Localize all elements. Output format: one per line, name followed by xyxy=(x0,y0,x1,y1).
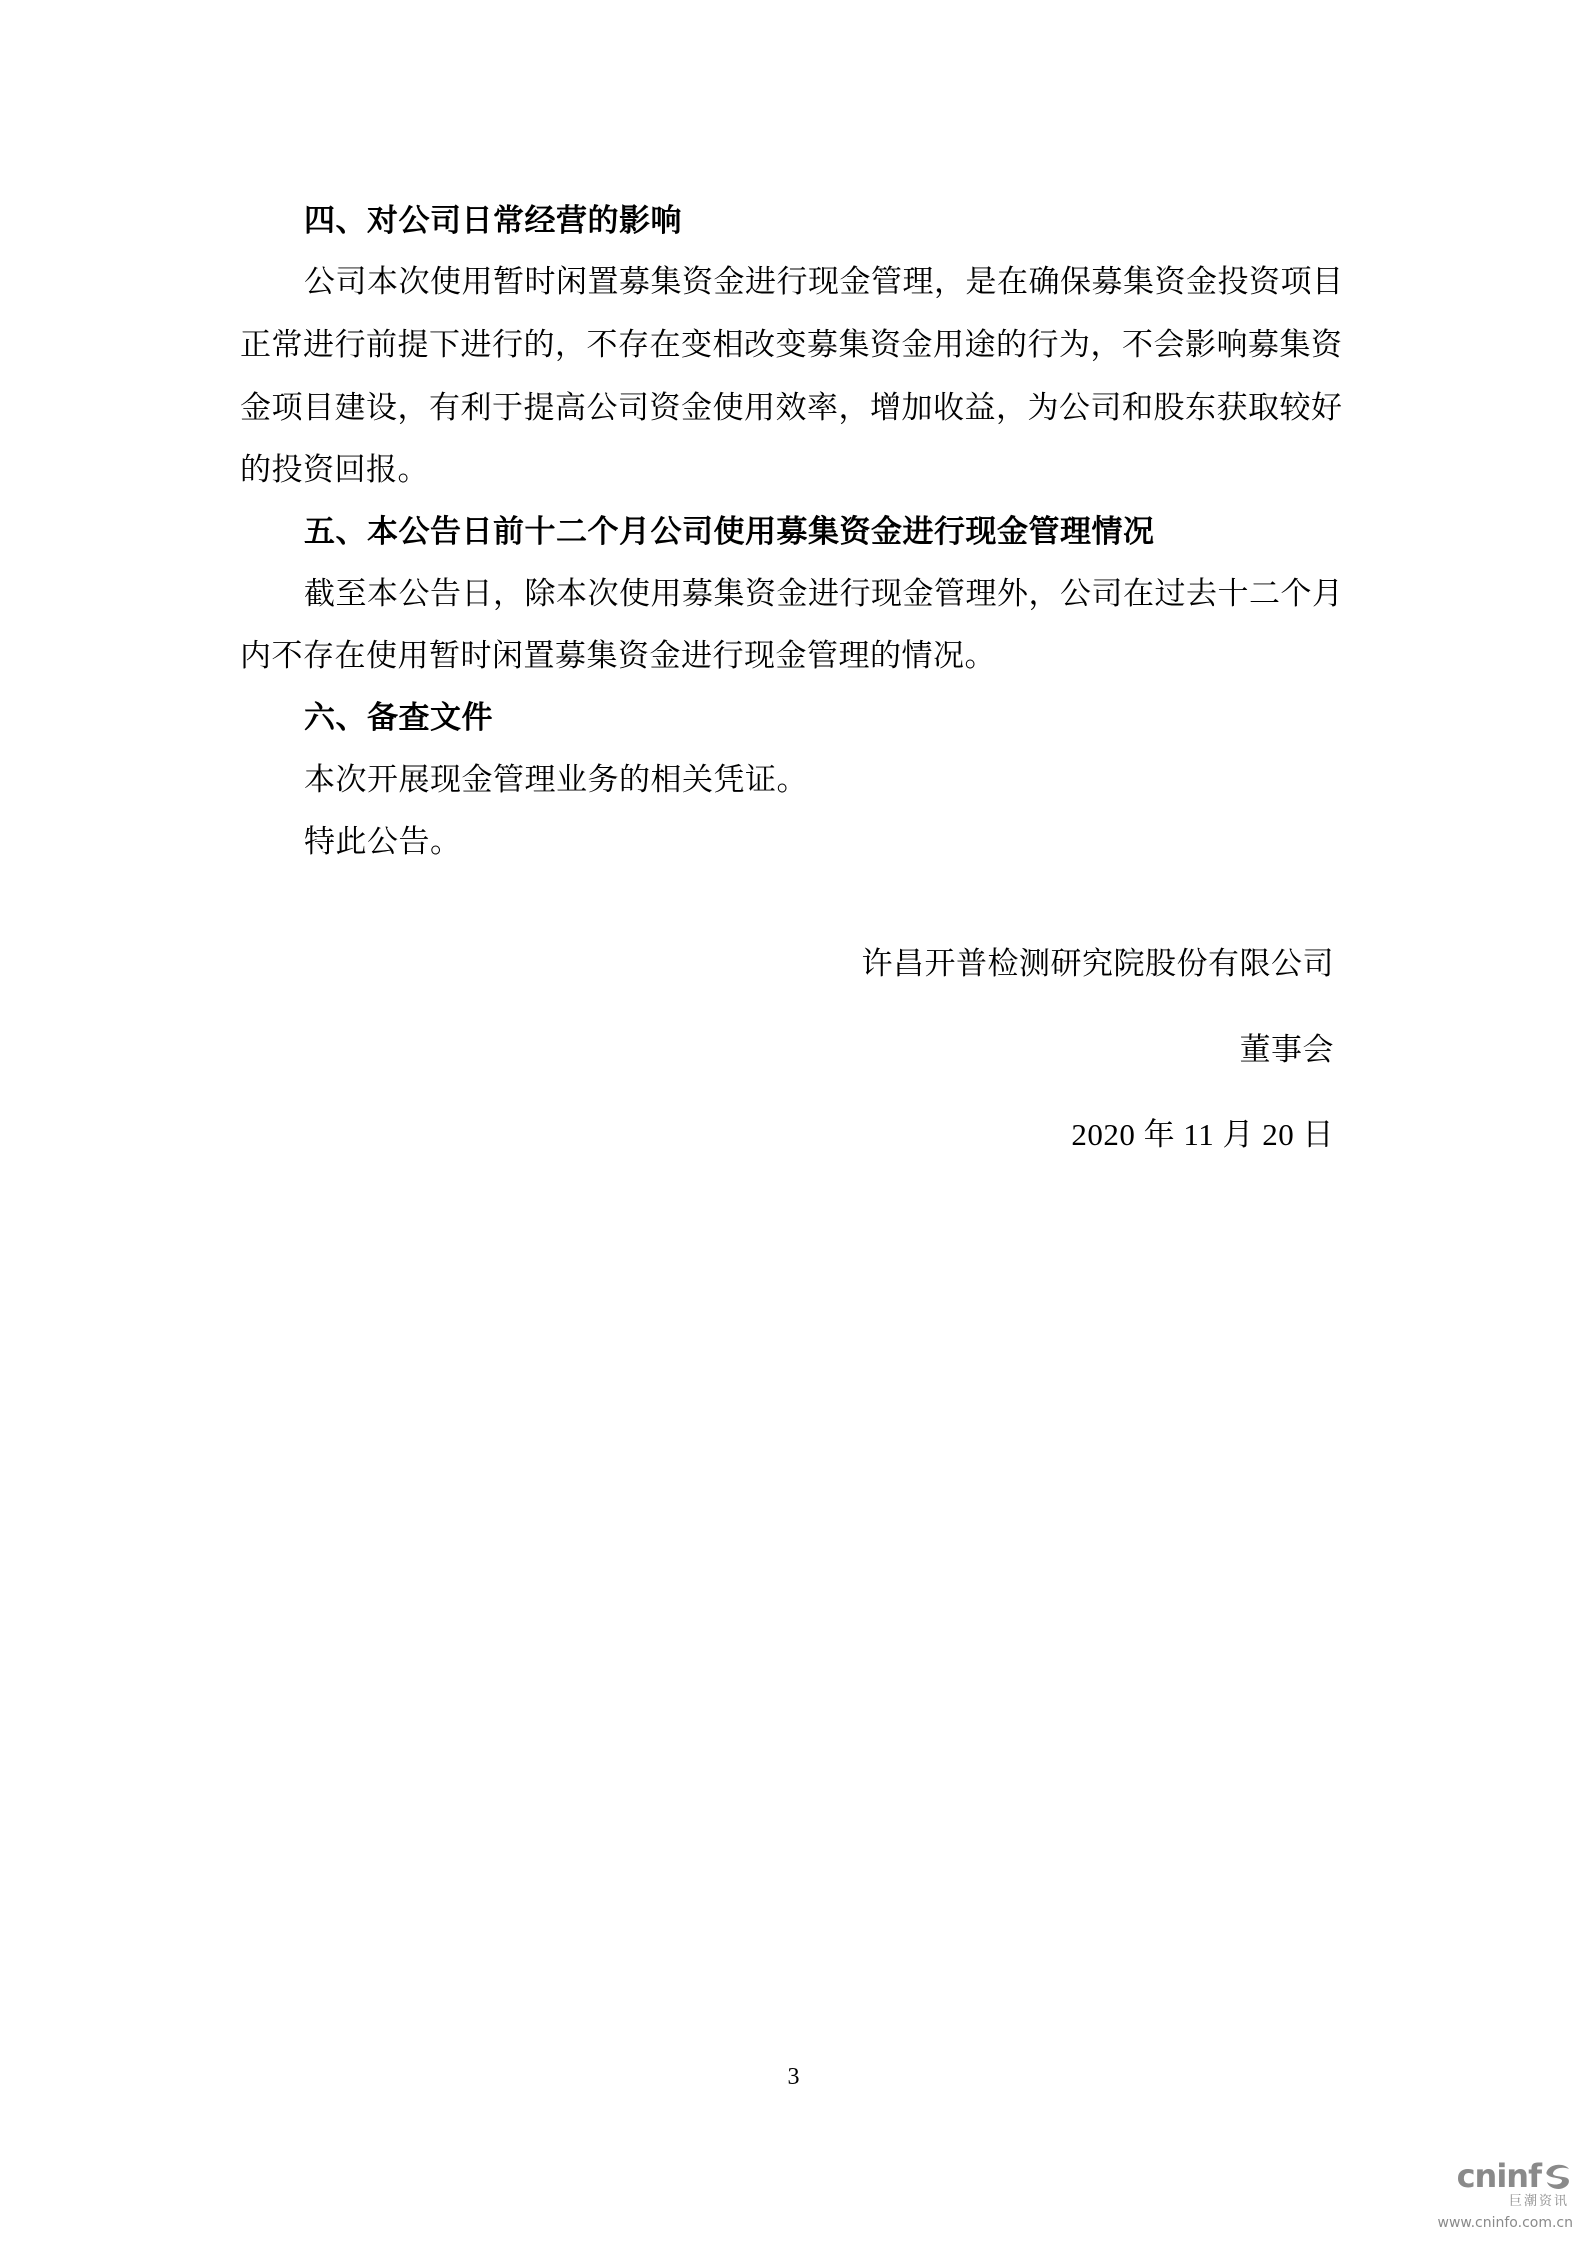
section-heading-4: 四、对公司日常经营的影响 xyxy=(304,203,682,239)
closing-text: 特此公告。 xyxy=(304,824,462,860)
cninfo-watermark xyxy=(1427,2158,1577,2236)
paragraph-line: 本次开展现金管理业务的相关凭证。 xyxy=(304,762,808,798)
paragraph-line: 金项目建设，有利于提高公司资金使用效率，增加收益，为公司和股东获取较好 xyxy=(240,390,1343,426)
signature-date: 2020 年 11 月 20 日 xyxy=(1071,1117,1334,1152)
section-heading-5: 五、本公告日前十二个月公司使用募集资金进行现金管理情况 xyxy=(304,514,1155,550)
paragraph-line: 正常进行前提下进行的，不存在变相改变募集资金用途的行为，不会影响募集资 xyxy=(240,327,1343,363)
signature-board: 董事会 xyxy=(1239,1032,1334,1068)
section-heading-6: 六、备查文件 xyxy=(304,700,493,736)
paragraph-line: 内不存在使用暂时闲置募集资金进行现金管理的情况。 xyxy=(240,638,996,674)
signature-company: 许昌开普检测研究院股份有限公司 xyxy=(861,946,1334,982)
paragraph-line: 的投资回报。 xyxy=(240,452,429,488)
cninfo-swirl-icon xyxy=(1543,2161,1573,2191)
watermark-logo xyxy=(1457,2158,1573,2194)
watermark-url: www.cninfo.com.cn xyxy=(1437,2215,1573,2231)
paragraph-line: 公司本次使用暂时闲置募集资金进行现金管理，是在确保募集资金投资项目 xyxy=(304,264,1344,300)
paragraph-line: 截至本公告日，除本次使用募集资金进行现金管理外，公司在过去十二个月 xyxy=(304,576,1344,612)
watermark-brand: cninf xyxy=(1456,2157,1541,2195)
watermark-subtitle: 巨潮资讯 xyxy=(1508,2194,1569,2209)
page-number: 3 xyxy=(787,2064,800,2090)
